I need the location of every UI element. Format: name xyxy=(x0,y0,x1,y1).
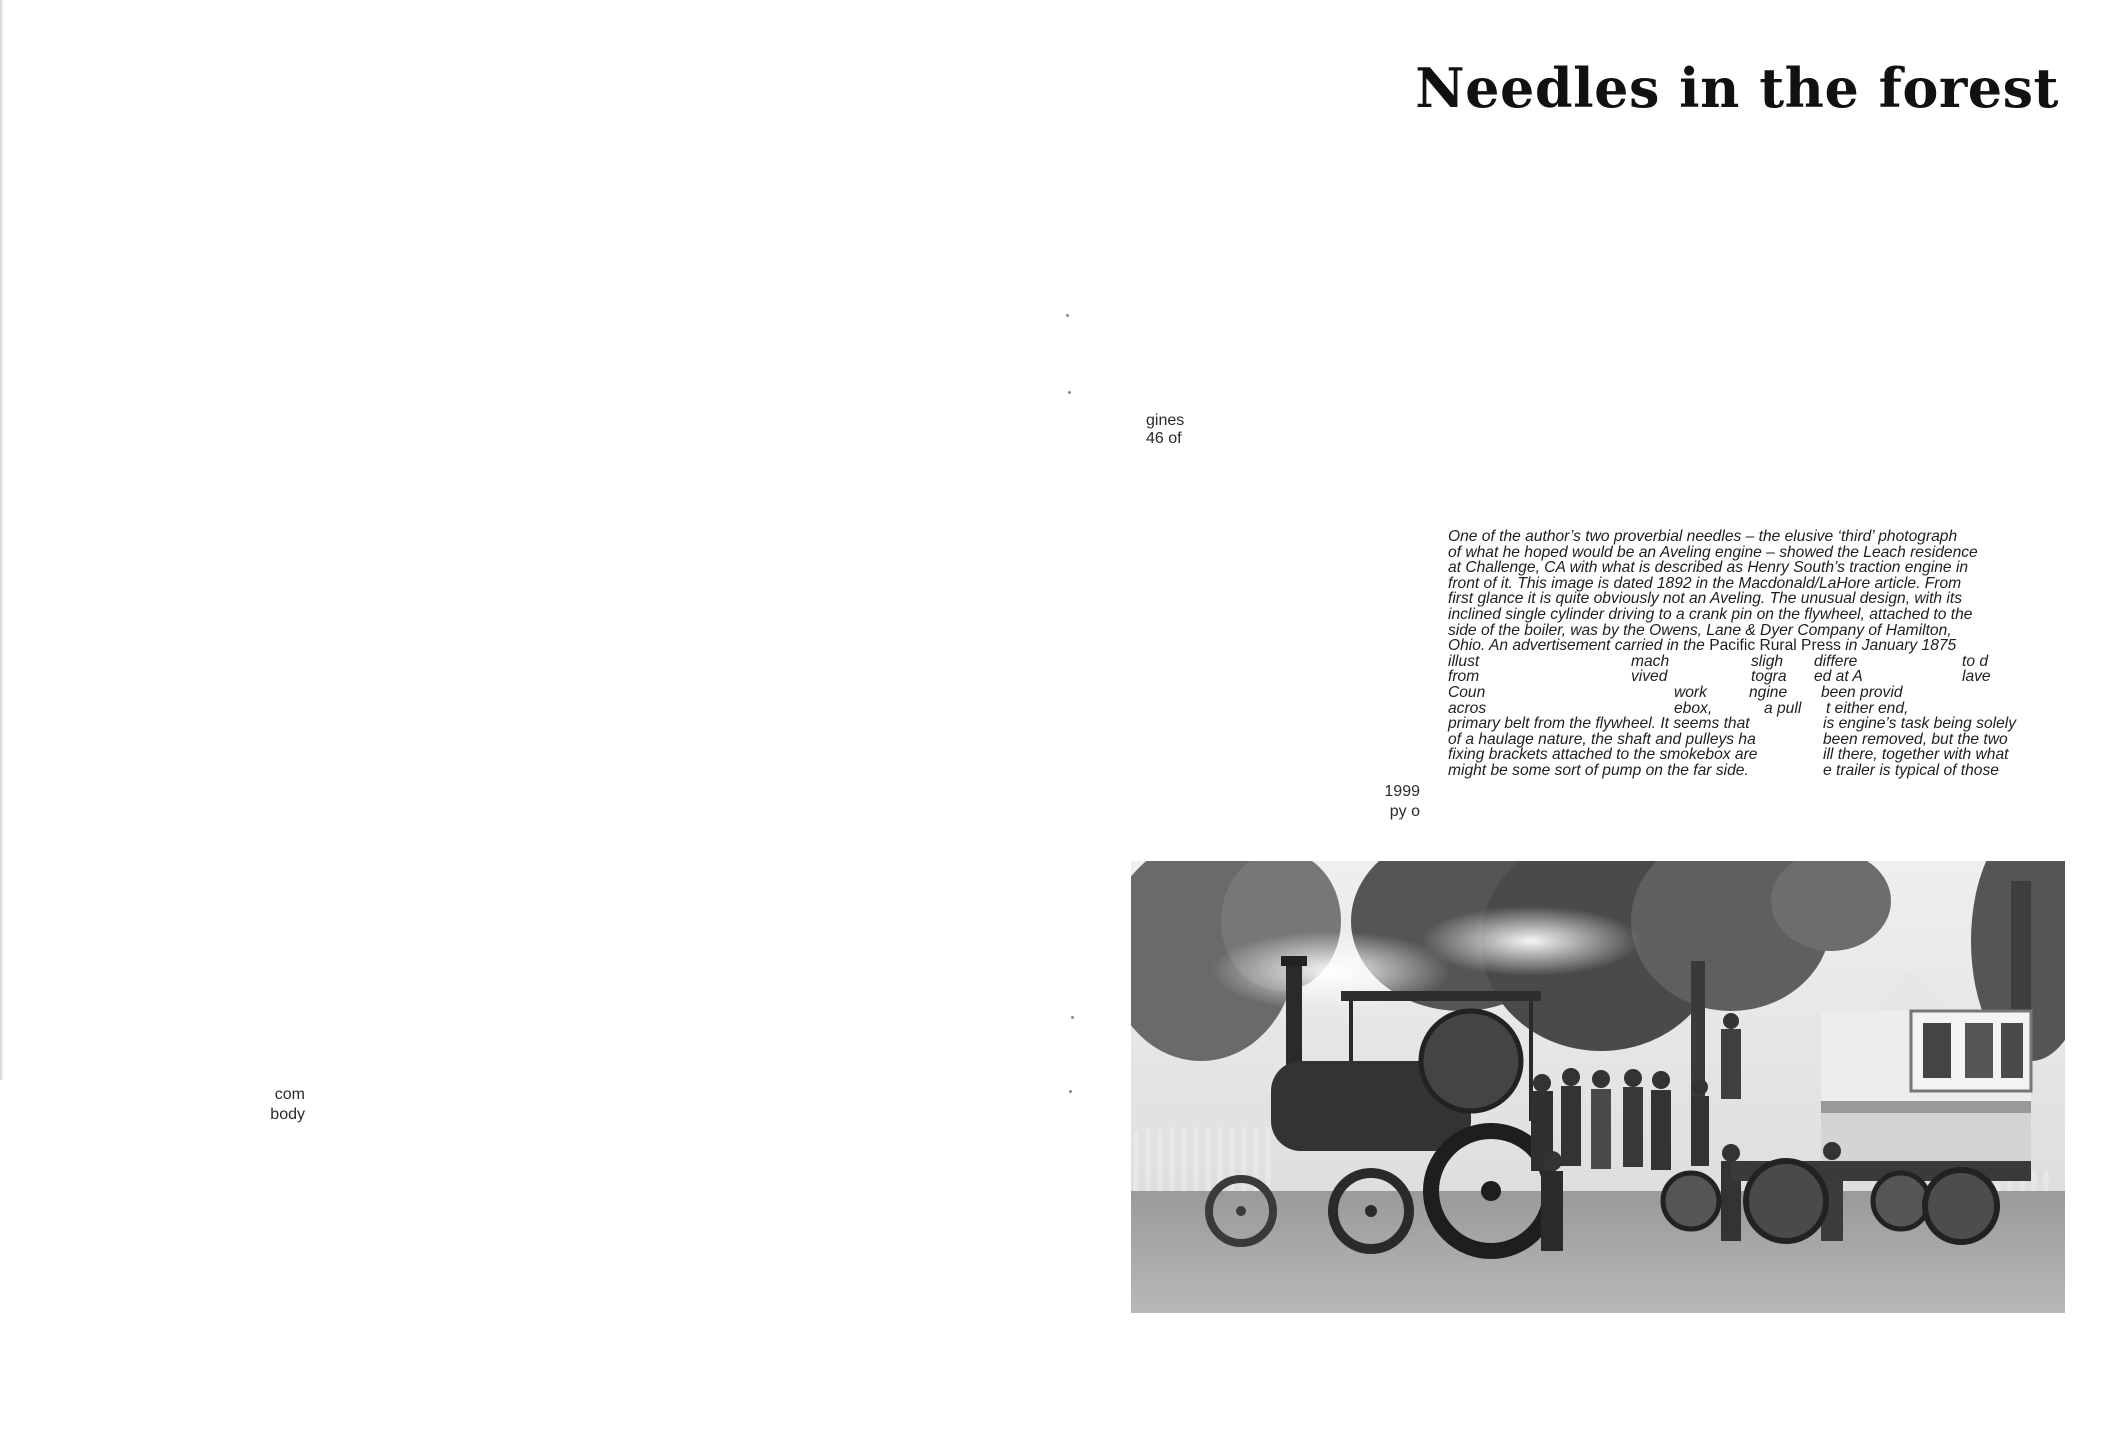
fragment-gines: gines xyxy=(1146,412,1185,429)
caption-line: of what he hoped would be an Aveling engine – showed the Leach residence xyxy=(1448,543,1978,561)
caption-line: first glance it is quite obviously not an Aveling. The unusual design, with its xyxy=(1448,590,1963,608)
traction-engine-photo xyxy=(1131,861,2065,1313)
caption-line: side of the boiler, was by the Owens, Lane & Dyer Company of Hamilton, xyxy=(1448,621,1952,639)
caption-line: of a haulage nature, the shaft and pulleys ha been removed, but the two xyxy=(1448,730,2008,748)
gutter-mark xyxy=(1069,1090,1072,1093)
caption-line-partial: illust mach sligh differe to d xyxy=(1448,652,1989,670)
gutter-mark xyxy=(1071,1016,1074,1019)
fragment-body: body xyxy=(270,1106,305,1123)
caption-line: primary belt from the flywheel. It seems that is engine’s task being solely xyxy=(1448,715,2017,733)
caption-line: fixing brackets attached to the smokebox are ill there, together with what xyxy=(1448,746,2009,764)
gutter-mark xyxy=(1068,391,1071,394)
caption-line-partial: Coun work ngine been provid xyxy=(1448,683,1903,701)
caption-line: One of the author’s two proverbial needles – the elusive ‘third’ photograph xyxy=(1448,528,1958,545)
caption-line: at Challenge, CA with what is described as Henry South’s traction engine in xyxy=(1448,559,1969,577)
caption-line: might be some sort of pump on the far side. e trailer is typical of those xyxy=(1448,761,1999,779)
caption-line-partial: acros ebox, a pull t either end, xyxy=(1448,699,1909,717)
caption-publication-name: Pacific Rural Press xyxy=(1709,637,1841,655)
caption-line: front of it. This image is dated 1892 in the Macdonald/LaHore article. From xyxy=(1448,574,1962,592)
photo-caption xyxy=(1448,529,2063,779)
caption-line: inclined single cylinder driving to a crank pin on the flywheel, attached to the xyxy=(1448,605,1973,623)
fragment-1999: 1999 xyxy=(1384,783,1420,800)
fragment-com: com xyxy=(274,1086,305,1103)
article-title: Needles in the forest xyxy=(1415,56,2059,120)
caption-line: Ohio. An advertisement carried in the Pacific Rural Press in January 1875 xyxy=(1448,637,1957,655)
fragment-46of: 46 of xyxy=(1146,430,1182,447)
gutter-mark xyxy=(1066,314,1069,317)
left-page-edge xyxy=(0,0,5,1080)
caption-line-partial: from vived togra ed at A lave xyxy=(1448,668,1991,686)
fragment-pyo: py o xyxy=(1389,803,1420,820)
